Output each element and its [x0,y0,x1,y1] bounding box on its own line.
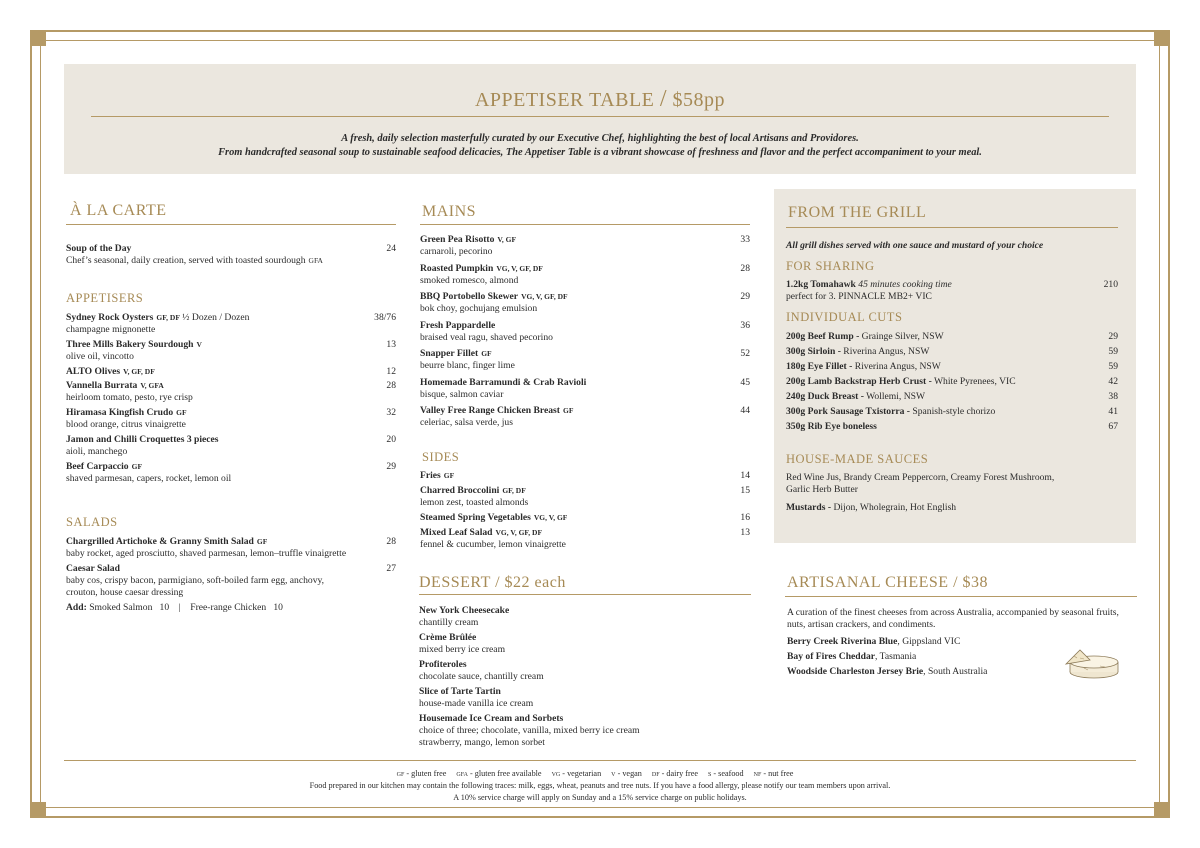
item-desc: baby cos, crispy bacon, parmigiano, soft-boiled farm egg, anchovy, [66,575,325,586]
item-name: Green Pea Risotto [420,234,495,245]
item-name: Roasted Pumpkin [420,262,494,274]
alacarte-column [66,198,396,628]
section-divider [419,594,751,595]
item-price: 210 [1103,279,1118,290]
item-name: Homemade Barramundi & Crab Ravioli [420,376,587,388]
item-name: 1.2kg Tomahawk [786,279,856,290]
legend-code: v [611,769,616,778]
grill-note: All grill dishes served with one sauce and mustard of your choice [786,240,1044,251]
legend-code: df [651,769,660,778]
corner-ornament [30,802,46,818]
dessert-item [419,605,751,629]
item-desc: chocolate sauce, chantilly cream [419,671,544,682]
item-desc: aioli, manchego [66,446,128,457]
legend-text: - gluten free [404,769,447,778]
item-name: Beef Carpaccio [66,461,129,472]
item-name: Snapper Fillet [420,348,479,359]
item-desc: mixed berry ice cream [419,644,506,655]
item-desc: shaved parmesan, capers, rocket, lemon oil [66,473,232,484]
item-name: Vannella Burrata [66,380,138,391]
grill-panel [774,189,1136,543]
dietary-tag: GF, DF [156,313,180,322]
item-desc: fennel & cucumber, lemon vinaigrette [420,539,566,550]
item-price: 13 [386,339,396,350]
item-price: 29 [740,291,750,302]
grill-cut [786,331,1118,343]
dessert-title [419,574,566,592]
menu-item [66,339,396,363]
item-name: ALTO Olives [66,366,121,377]
menu-item [66,536,396,560]
cheese-origin: , Tasmania [875,651,917,662]
cheese-desc-line: A curation of the finest cheeses from across Australia, accompanied by seasonal fruits, [787,607,1119,618]
legend-code: s [707,769,712,778]
legend-entry [552,769,602,778]
item-price: 33 [740,234,750,245]
item-price: 15 [740,485,750,496]
sides-title: SIDES [422,450,460,464]
menu-item [66,366,396,378]
banner-description [64,132,1136,160]
item-price: 32 [386,407,396,418]
menu-item [420,320,750,344]
item-desc: carnaroli, pecorino [420,246,493,257]
item-price: 29 [1108,331,1118,342]
item-desc: perfect for 3. PINNACLE MB2+ VIC [786,291,932,302]
menu-item [66,563,396,599]
item-price: 14 [740,470,750,481]
item-name: Sydney Rock Oysters [66,312,154,323]
sauces-list [786,472,1118,496]
item-name: Crème Brûlée [419,632,477,643]
legend-text: - seafood [711,769,744,778]
dietary-tag: GFA [308,256,323,265]
item-price: 24 [386,243,396,254]
legend-text: - vegetarian [560,769,602,778]
menu-item [420,291,750,315]
banner-desc-line: From handcrafted seasonal soup to sustainable seafood delicacies, The Appetiser Table is a vibrant showcase of freshness and flavor and the perfect accompaniment to your meal. [218,147,982,158]
dietary-tag: VG, V, GF, DF [495,528,543,537]
footer [64,768,1136,804]
menu-item [66,380,396,404]
dietary-tag: GF [131,462,143,471]
cheese-description [787,607,1137,631]
item-price: 52 [740,348,750,359]
cut-origin: Riverina Angus, NSW [840,346,930,357]
item-desc: baby rocket, aged prosciutto, shaved parmesan, lemon–truffle vinaigrette [66,548,347,559]
title-slash: / [953,574,959,591]
section-divider [420,224,750,225]
dietary-tag: GF [256,537,268,546]
item-price: 38 [1108,391,1118,402]
for-sharing-title: FOR SHARING [786,259,875,273]
menu-item [420,234,750,258]
item-name: Hiramasa Kingfish Crudo [66,407,174,418]
menu-item [420,405,750,429]
grill-cut [786,361,1118,373]
dietary-tag: V [196,340,202,349]
item-desc: choice of three; chocolate, vanilla, mixed berry ice cream [419,725,640,736]
item-name: Fries [420,470,441,481]
cut-name: 350g Rib Eye boneless [786,421,877,432]
cheese-name: Woodside Charleston Jersey Brie [787,666,924,677]
item-price: 44 [740,405,750,416]
item-price: 59 [1108,361,1118,372]
dietary-tag: VG, V, GF, DF [496,263,543,273]
sauces-line: Garlic Herb Butter [786,484,858,495]
item-price: 36 [740,319,750,331]
legend-entry [456,769,541,778]
legend-code: gfa [456,769,468,778]
item-name: Soup of the Day [66,243,132,254]
dietary-tag: GF [443,471,455,480]
dietary-tag: GF [481,349,492,358]
item-name: Fresh Pappardelle [420,319,496,331]
service-charge-notice: A 10% service charge will apply on Sunday and a 15% service charge on public holidays. [453,793,747,802]
corner-ornament [1154,30,1170,46]
grill-cut [786,391,1118,403]
cut-name: 200g Beef Rump - [786,331,860,342]
grill-cut [786,346,1118,358]
cooking-time: 45 minutes cooking time [858,279,952,290]
item-name: Slice of Tarte Tartin [419,686,501,697]
item-desc: chantilly cream [419,617,479,628]
cut-origin: White Pyrenees, VIC [931,376,1016,387]
dietary-tag: GF, DF [502,486,526,495]
menu-item [420,348,750,372]
dessert-item [419,686,751,710]
legend-entry [652,769,698,778]
item-price: 38/76 [374,312,396,323]
item-price: 59 [1108,346,1118,357]
cheese-title [787,574,988,592]
item-price: 29 [386,461,396,472]
cheese-price: $38 [962,574,989,591]
mustards-label: Mustards - [786,502,832,513]
cheese-name: Berry Creek Riverina Blue [787,636,898,647]
item-name: Three Mills Bakery Sourdough [66,339,194,350]
cut-origin: Wollemi, NSW [863,391,926,402]
title-slash: / [659,86,668,112]
add-options: Smoked Salmon 10 | Free-range Chicken 10 [89,602,283,613]
mains-title: MAINS [422,203,477,220]
cut-name: 240g Duck Breast - [786,391,864,402]
legend-text: - vegan [615,769,642,778]
menu-item [420,527,750,551]
item-price: 12 [386,366,396,377]
alacarte-title: À LA CARTE [70,202,167,219]
legend-entry [397,769,447,778]
dessert-section [419,572,751,752]
dietary-legend [64,768,1136,780]
item-price: 20 [386,434,396,445]
item-name: New York Cheesecake [419,605,510,616]
item-price: 28 [740,262,750,274]
menu-item [420,512,750,524]
item-name: Housemade Ice Cream and Sorbets [419,713,564,724]
cheese-desc-line: nuts, artisan crackers, and condiments. [787,619,936,630]
item-name: Caesar Salad [66,563,120,574]
menu-item [66,434,396,458]
dietary-tag: GF [563,406,574,415]
menu-item [66,461,396,485]
cut-name: 300g Pork Sausage Txistorra - [786,406,911,417]
item-price: 45 [740,376,750,388]
dessert-title-text: DESSERT [419,574,491,591]
cut-origin: Spanish-style chorizo [910,406,996,417]
legend-entry [754,769,794,778]
dietary-tag: V, GF [497,235,517,244]
item-price: 13 [740,527,750,538]
banner-price: $58pp [672,89,726,111]
menu-item [786,279,1118,303]
item-desc: olive oil, vincotto [66,351,134,362]
cut-origin: Grainge Silver, NSW [859,331,944,342]
dessert-item [419,659,751,683]
mustards-options: Dijon, Wholegrain, Hot English [831,502,957,513]
grill-cut [786,421,1118,433]
grill-title: FROM THE GRILL [788,204,927,221]
appetisers-title: APPETISERS [66,291,144,305]
item-desc: lemon zest, toasted almonds [420,497,529,508]
cut-origin: Riverina Angus, NSW [852,361,941,372]
item-desc: champagne mignonette [66,324,156,335]
item-name: Profiteroles [419,659,467,670]
cut-name: 300g Sirloin - [786,346,841,357]
banner-desc-line: A fresh, daily selection masterfully curated by our Executive Chef, highlighting the best of local Artisans and Providores. [341,133,859,144]
item-desc: crouton, house caesar dressing [66,587,184,598]
cheese-origin: , South Australia [923,666,988,677]
item-desc: beurre blanc, finger lime [420,360,515,371]
item-portion: ½ Dozen / Dozen [179,312,250,323]
item-price: 16 [740,512,750,523]
grill-cut [786,376,1118,388]
dessert-item [419,713,751,749]
menu-item [66,312,396,336]
dietary-tag: VG, V, GF [533,513,568,522]
legend-code: nf [753,769,762,778]
appetiser-table-banner [64,64,1136,174]
item-desc: strawberry, mango, lemon sorbet [419,737,545,748]
legend-text: - gluten free available [467,769,542,778]
mains-column [420,198,750,558]
allergy-notice: Food prepared in our kitchen may contain the following traces: milk, eggs, wheat, peanuts and tree nuts. If you have a food allergy, please notify our team members upon arrival. [309,781,891,790]
grill-cut [786,406,1118,418]
dietary-tag: V, GFA [140,381,164,390]
item-desc: smoked romesco, almond [420,274,519,286]
item-price: 67 [1108,421,1118,432]
corner-ornament [30,30,46,46]
item-name: Chargrilled Artichoke & Granny Smith Salad [66,536,254,547]
item-desc: blood orange, citrus vinaigrette [66,419,186,430]
menu-item [420,470,750,482]
individual-cuts-title: INDIVIDUAL CUTS [786,310,903,324]
cheese-name: Bay of Fires Cheddar [787,651,876,662]
item-name: Valley Free Range Chicken Breast [420,405,560,416]
title-slash: / [495,574,501,591]
legend-entry [611,769,642,778]
item-desc: celeriac, salsa verde, jus [420,417,513,428]
legend-text: - dairy free [659,769,698,778]
corner-ornament [1154,802,1170,818]
item-price: 27 [386,563,396,574]
dessert-item [419,632,751,656]
dessert-price: $22 each [504,574,566,591]
sauces-title: HOUSE-MADE SAUCES [786,452,929,466]
footer-divider [64,760,1136,761]
item-desc: heirloom tomato, pesto, rye crisp [66,392,193,403]
banner-title [64,86,1136,113]
menu-item [420,485,750,509]
banner-divider [91,116,1109,117]
add-ons [66,602,396,614]
item-desc: braised veal ragu, shaved pecorino [420,331,553,343]
add-label: Add: [66,602,87,613]
item-name: Charred Broccolini [420,485,500,496]
section-divider [66,224,396,225]
legend-code: vg [551,769,561,778]
item-name: Jamon and Chilli Croquettes 3 pieces [66,434,219,445]
dietary-tag: V, GF, DF [123,367,155,376]
salads-title: SALADS [66,515,118,529]
cut-name: 200g Lamb Backstrap Herb Crust - [786,376,932,387]
item-name: BBQ Portobello Skewer [420,291,519,302]
item-price: 42 [1108,376,1118,387]
section-divider [785,596,1137,597]
cheese-title-text: ARTISANAL CHEESE [787,574,949,591]
cheese-illustration [1060,642,1120,680]
sauces-line: Red Wine Jus, Brandy Cream Peppercorn, Creamy Forest Mushroom, [786,472,1055,483]
grill-content [786,189,1118,543]
mustards-line [786,502,1118,514]
menu-item [66,243,396,267]
banner-title-text: APPETISER TABLE [474,89,655,111]
dietary-tag: GF [176,408,187,417]
menu-item [420,377,750,401]
legend-code: gf [396,769,405,778]
cheese-origin: , Gippsland VIC [897,636,961,647]
item-price: 41 [1108,406,1118,417]
item-desc: bisque, salmon caviar [420,388,504,400]
legend-text: - nut free [761,769,794,778]
item-name: Steamed Spring Vegetables [420,512,531,523]
item-price: 28 [386,536,396,547]
item-desc: bok choy, gochujang emulsion [420,303,538,314]
legend-entry [708,769,744,778]
item-name: Mixed Leaf Salad [420,527,493,538]
cut-name: 180g Eye Fillet - [786,361,853,372]
item-desc: house-made vanilla ice cream [419,698,534,709]
menu-item [420,263,750,287]
dietary-tag: VG, V, GF, DF [521,292,568,301]
menu-item [66,407,396,431]
item-desc: Chef’s seasonal, daily creation, served with toasted sourdough [66,255,306,266]
item-price: 28 [386,380,396,391]
